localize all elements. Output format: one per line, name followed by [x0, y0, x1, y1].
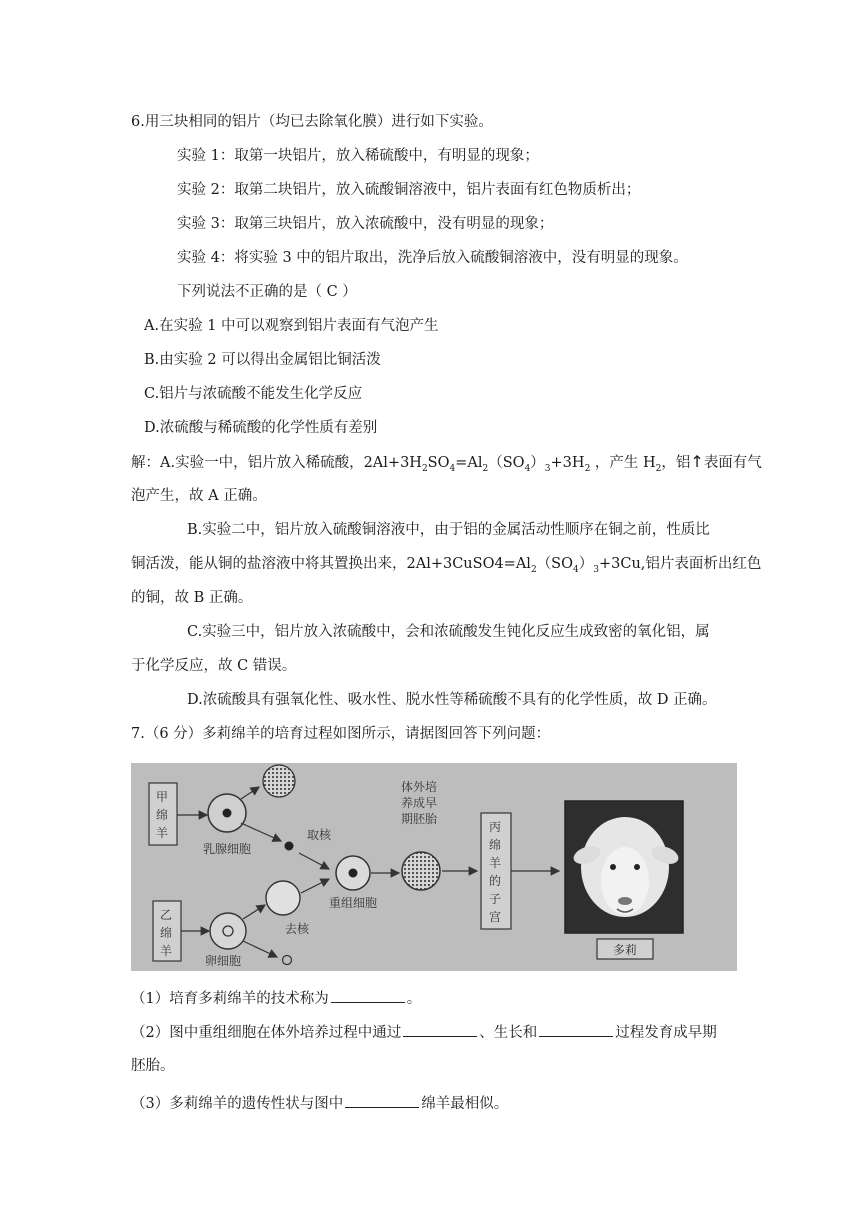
- answer-blank-3[interactable]: [539, 1022, 613, 1037]
- culture-label-3: 期胚胎: [401, 812, 438, 826]
- experiment-3: 实验 3：取第三块铝片，放入浓硫酸中，没有明显的现象；: [177, 216, 554, 232]
- solution-b-line2: 铜活泼，能从铜的盐溶液中将其置换出来，$2Al+3CuSO4=Al_2(SO_4)_3+3Cu$,铝片表面析出红色: [131, 556, 762, 575]
- solution-b-line3: 的铜，故 B 正确。: [131, 590, 253, 606]
- question6-prompt: 下列说法不正确的是（ C ）: [177, 284, 357, 300]
- svg-text:羊: 羊: [489, 856, 502, 870]
- svg-text:丙: 丙: [489, 820, 502, 834]
- sheep-a-label-1: 甲: [156, 790, 169, 804]
- culture-label-1: 体外培: [401, 780, 438, 794]
- egg-cell: [210, 913, 246, 949]
- recombined-cell-label: 重组细胞: [329, 896, 378, 910]
- sheep-b-label-3: 羊: [160, 944, 173, 958]
- svg-text:宫: 宫: [489, 910, 502, 924]
- culture-label-2: 养成早: [401, 796, 438, 810]
- experiment-4: 实验 4：将实验 3 中的铝片取出，洗净后放入硫酸铜溶液中，没有明显的现象。: [177, 250, 688, 266]
- dolly-label: 多莉: [613, 943, 638, 957]
- answer-blank-4[interactable]: [345, 1093, 419, 1108]
- question7-part1: （1）培育多莉绵羊的技术称为 。: [131, 988, 421, 1009]
- question7-part3: （3）多莉绵羊的遗传性状与图中 绵羊最相似。: [131, 1093, 508, 1114]
- early-embryo: [402, 852, 440, 890]
- question7-title: 7.（6 分）多莉绵羊的培育过程如图所示，请据图回答下列问题：: [131, 726, 551, 742]
- solution-b-line1: B.实验二中，铝片放入硫酸铜溶液中，由于铝的金属活动性顺序在铜之前，性质比: [187, 522, 710, 538]
- mammary-cell-label: 乳腺细胞: [203, 842, 252, 856]
- up-arrow-icon: ↑: [690, 452, 704, 471]
- cultured-cell: [263, 765, 295, 797]
- donor-nucleus: [285, 842, 294, 851]
- remove-nucleus-label: 去核: [285, 922, 310, 936]
- solution-a-line1: 解：A.实验一中，铝片放入稀硫酸，$2Al+3H_2SO_4=Al_2(SO_4)_3+3H_2$ ，产生 $H_2$，铝↑表面有气: [131, 452, 762, 474]
- solution-a-line2: 泡产生，故 A 正确。: [131, 488, 267, 504]
- egg-cell-label: 卵细胞: [205, 954, 242, 968]
- svg-text:子: 子: [489, 892, 502, 906]
- solution-d-line1: D.浓硫酸具有强氧化性、吸水性、脱水性等稀硫酸不具有的化学性质，故 D 正确。: [187, 692, 717, 708]
- enucleated-egg: [266, 881, 300, 915]
- option-a: A.在实验 1 中可以观察到铝片表面有气泡产生: [144, 318, 439, 334]
- option-b: B.由实验 2 可以得出金属铝比铜活泼: [144, 352, 381, 368]
- option-d: D.浓硫酸与稀硫酸的化学性质有差别: [144, 420, 378, 436]
- dolly-cloning-figure: [131, 763, 737, 971]
- sheep-b-label-2: 绵: [160, 926, 173, 940]
- question7-part2-line2: 胚胎。: [131, 1058, 175, 1074]
- svg-text:绵: 绵: [489, 838, 502, 852]
- answer-blank-1[interactable]: [331, 988, 405, 1003]
- option-c: C.铝片与浓硫酸不能发生化学反应: [144, 386, 363, 402]
- take-nucleus-label: 取核: [307, 828, 332, 842]
- sheep-b-label-1: 乙: [160, 908, 173, 922]
- sheep-a-label-3: 羊: [156, 826, 169, 840]
- question7-part2: （2）图中重组细胞在体外培养过程中通过 、生长和 过程发育成早期: [131, 1022, 717, 1043]
- sheep-a-label-2: 绵: [156, 808, 169, 822]
- svg-text:的: 的: [489, 874, 502, 888]
- solution-c-line1: C.实验三中，铝片放入浓硫酸中，会和浓硫酸发生钝化反应生成致密的氧化铝，属: [187, 624, 710, 640]
- solution-c-line2: 于化学反应，故 C 错误。: [131, 658, 297, 674]
- experiment-1: 实验 1：取第一块铝片，放入稀硫酸中，有明显的现象；: [177, 148, 539, 164]
- question6-title: 6.用三块相同的铝片（均已去除氧化膜）进行如下实验。: [131, 114, 493, 130]
- experiment-2: 实验 2：取第二块铝片，放入硫酸铜溶液中，铝片表面有红色物质析出；: [177, 182, 641, 198]
- answer-blank-2[interactable]: [403, 1022, 477, 1037]
